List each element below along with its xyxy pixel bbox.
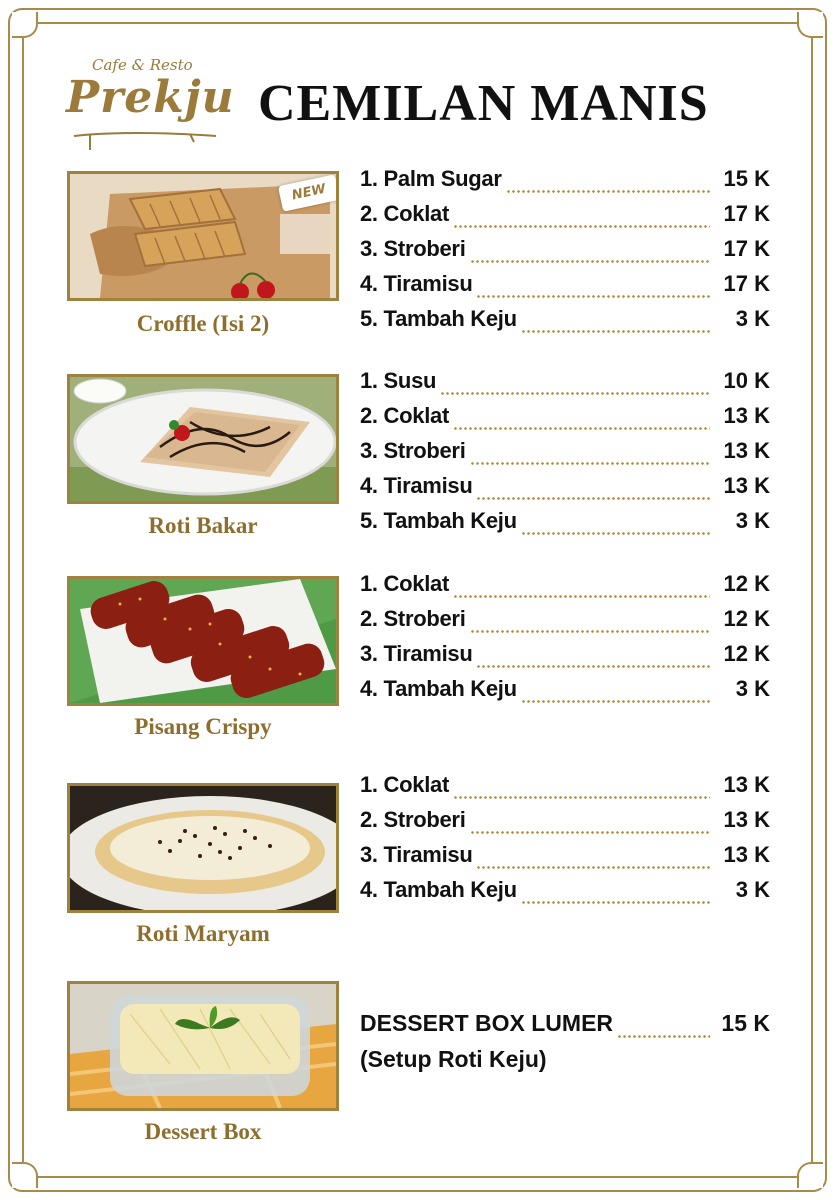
corner-ornament — [797, 1162, 823, 1188]
pisang-crispy-item-list — [360, 571, 770, 711]
menu-item: 5. Tambah Keju 3 K — [360, 306, 770, 331]
corner-ornament — [797, 12, 823, 38]
roti-bakar-photo — [67, 374, 339, 504]
section-caption: Roti Bakar — [148, 513, 258, 538]
menu-item: 2. Coklat 17 K — [360, 201, 770, 226]
menu-item: 3. Tiramisu 13 K — [360, 842, 770, 867]
roti-maryam-photo-icon — [70, 786, 336, 910]
croffle-photo — [67, 171, 339, 301]
roti-maryam-item-list — [360, 772, 770, 912]
menu-item: 1. Coklat 13 K — [360, 772, 770, 797]
roti-bakar-item-list — [360, 368, 770, 543]
pisang-crispy-photo-icon — [70, 579, 336, 703]
new-badge: NEW — [278, 174, 339, 211]
menu-item: 3. Tiramisu 12 K — [360, 641, 770, 666]
section-caption: Pisang Crispy — [134, 714, 272, 739]
brand-logo — [62, 52, 235, 152]
menu-item: 5. Tambah Keju 3 K — [360, 508, 770, 533]
section-caption: Croffle (Isi 2) — [136, 311, 270, 336]
special-price: 15 K — [721, 1010, 770, 1036]
menu-item: 4. Tambah Keju 3 K — [360, 877, 770, 902]
corner-ornament — [12, 1162, 38, 1188]
special-note: (Setup Roti Keju) — [360, 1046, 547, 1072]
special-name: DESSERT BOX LUMER — [360, 1010, 614, 1036]
leader-dots — [617, 1035, 710, 1038]
menu-item — [360, 1010, 770, 1046]
section-caption: Roti Maryam — [136, 921, 270, 946]
menu-item: 2. Stroberi 12 K — [360, 606, 770, 631]
brand-name: Prekju — [66, 72, 235, 123]
menu-item: 1. Coklat 12 K — [360, 571, 770, 596]
menu-item: 2. Stroberi 13 K — [360, 807, 770, 832]
menu-item: 4. Tambah Keju 3 K — [360, 676, 770, 701]
page-title: CEMILAN MANIS — [258, 75, 709, 132]
menu-item: 1. Palm Sugar 15 K — [360, 166, 770, 191]
menu-item: 3. Stroberi 17 K — [360, 236, 770, 261]
dessert-box-photo-icon — [70, 984, 336, 1108]
croffle-item-list — [360, 166, 770, 341]
pisang-crispy-photo — [67, 576, 339, 706]
roti-maryam-photo — [67, 783, 339, 913]
dessert-box-special — [360, 1010, 770, 1082]
roti-bakar-photo-icon — [70, 377, 336, 501]
menu-item: 3. Stroberi 13 K — [360, 438, 770, 463]
menu-item: 4. Tiramisu 17 K — [360, 271, 770, 296]
menu-item: 2. Coklat 13 K — [360, 403, 770, 428]
menu-item: 4. Tiramisu 13 K — [360, 473, 770, 498]
section-caption: Dessert Box — [144, 1119, 262, 1144]
brand-tagline: Cafe & Resto — [92, 56, 193, 74]
dessert-box-photo — [67, 981, 339, 1111]
menu-item: 1. Susu 10 K — [360, 368, 770, 393]
logo-swash-icon — [70, 128, 220, 152]
